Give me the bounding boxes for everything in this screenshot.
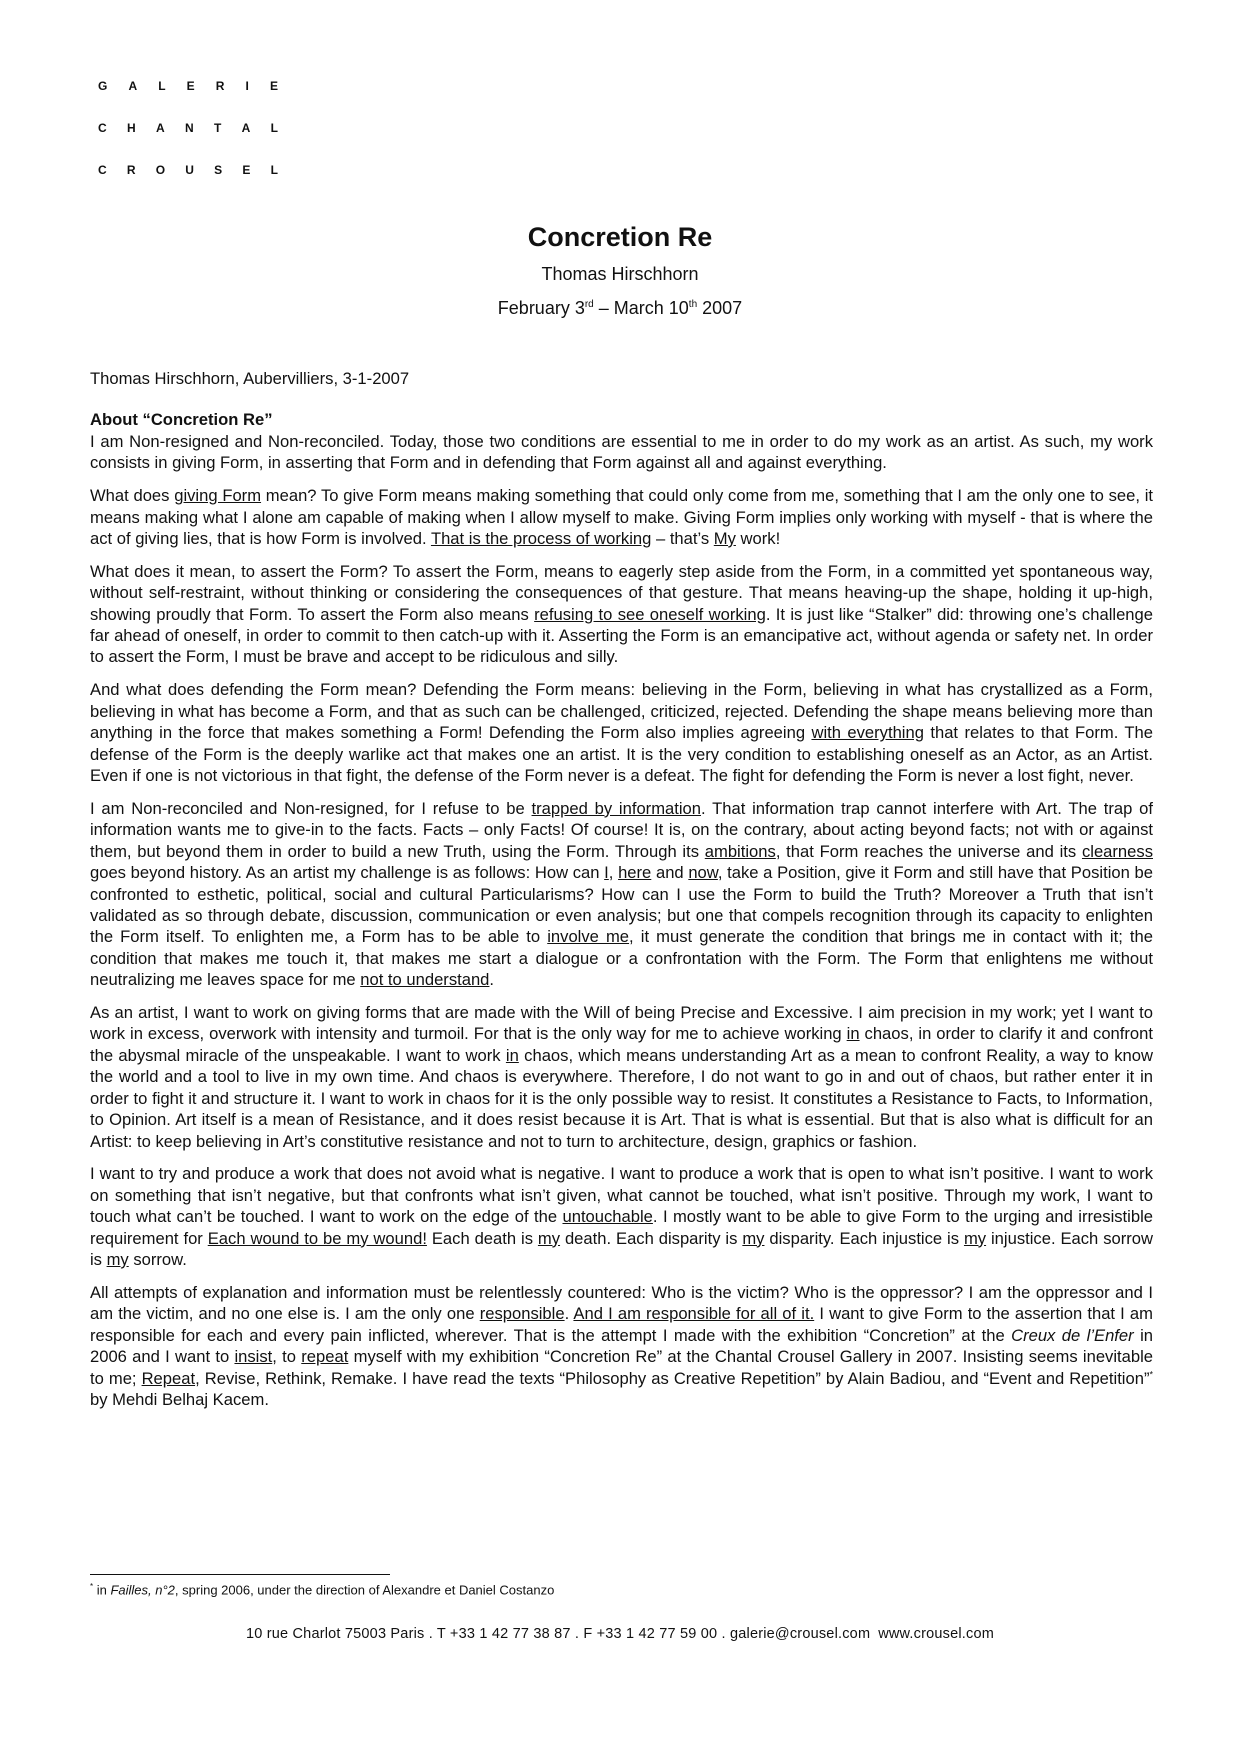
logo-letter: C [98,163,107,177]
text-run: myself with my exhibition “Concretion Re” at the Chantal Crousel Gallery in 2007. Insisting seems inevitable to me; [90,1347,1154,1388]
text-run: What does it mean, to assert the Form? To assert the Form, means to eagerly step aside from the Form, in a committed yet spontaneous way, without self-restraint, without thinking or considering the consequences of that gesture. That means heaving-up the shape, holding it up-high, showing proudly that Form. To assert the Form also means [90,561,1153,624]
dates-start: February 3 [497,298,585,318]
logo-letter: E [242,163,251,177]
underlined-text: trapped by information [531,798,702,818]
letter-place-date: Thomas Hirschhorn, Aubervilliers, 3-1-2007 [90,369,410,388]
logo-letter: A [241,121,251,135]
text-run: in 2006 and I want to [90,1325,1153,1367]
logo-letter: L [158,79,166,93]
footnote-divider [90,1574,390,1575]
text-run: . I mostly want to be able to give Form to the urging and irresistible requirement for [90,1207,1153,1248]
text-run: All attempts of explanation and information must be relentlessly countered: Who is the victim? Who is the oppressor? I am the oppressor and I am the victim, and no one else is. I am the only one [90,1282,1153,1324]
footnote [90,1582,554,1597]
underlined-text: insist [234,1347,273,1367]
text-run: I am Non-reconciled and Non-resigned, for I refuse to be [90,798,532,818]
logo-letter: E [269,79,278,93]
logo-line-galerie [98,80,278,92]
text-run: injustice. Each sorrow is [90,1228,1153,1270]
website-link[interactable]: www.crousel.com [878,1626,995,1642]
logo-letter: G [98,79,108,93]
paragraph-2 [90,485,1153,549]
underlined-text: now [688,863,718,883]
text-run: . [564,1304,574,1324]
logo-letter: R [126,163,136,177]
underlined-text: in [505,1045,519,1065]
address-contact-line: 10 rue Charlot 75003 Paris . T +33 1 42 77 38 87 . F +33 1 42 77 59 00 . galerie@crousel.com [245,1626,871,1642]
underlined-text: my [742,1228,765,1248]
paragraph-6 [90,1002,1153,1152]
text-run: , Revise, Rethink, Remake. I have read the texts “Philosophy as Creative Repetition” by Alain Badiou, and “Event and Repetition” [195,1368,1150,1388]
logo-letter: A [128,79,138,93]
text-run: , take a Position, give it Form and still have that Position be confronted to esthetic, political, social and cultural Particularisms? How can I use the Form to build the Truth? Moreover a Truth that isn’t validated as so through debate, discussion, communication or even analysis; but one that compels recognition through its capacity to enlighten the Form itself. To enlighten me, a Form has to be able to [90,863,1153,947]
text-run: What does [90,486,175,506]
underlined-text: refusing to see oneself working [534,604,766,624]
logo-letter: L [270,121,278,135]
logo-letter: L [270,163,278,177]
underlined-text: my [537,1228,561,1248]
text-run: . [489,970,495,990]
footnote-marker: * [1149,1369,1153,1380]
underlined-text: Each wound to be my wound! [207,1228,427,1248]
section-heading: About “Concretion Re” [90,410,273,430]
text-run: goes beyond history. As an artist my challenge is as follows: How can [90,863,605,883]
logo-letter: O [155,163,166,177]
footnote-text: , spring 2006, under the direction of Alexandre et Daniel Costanzo [174,1582,555,1598]
underlined-text: My [713,528,736,548]
underlined-text: ambitions [704,841,776,861]
underlined-text: untouchable [562,1207,653,1227]
text-run: chaos, which means understanding Art as a mean to confront Reality, a way to know the world and a tool to live in my own time. And chaos is everywhere. Therefore, I do not want to go in and out of chaos, but rather enter it in order to fight it and structure it. I want to work in chaos for it is the only possible way to resist. It constitutes a Resistance to Facts, to Information, to Opinion. Art itself is a mean of Resistance, and it does resist because it is Art. That is what is essential. But that is also what is difficult for an Artist: to keep believing in Art’s constitutive resistance and not to turn to architecture, design, graphics or fashion. [90,1045,1153,1151]
text-run: death. Each disparity is [560,1228,743,1248]
paragraph-1: I am Non-resigned and Non-reconciled. Today, those two conditions are essential to me in order to do my work as an artist. As such, my work consists in giving Form, in asserting that Form and in defending that Form against all and against everything. [90,431,1153,473]
text-run: mean? To give Form means making something that could only come from me, something that I am the only one to see, it means making what I alone am capable of making when I allow myself to make. Giving Form implies only working with myself - that is where the act of giving lies, that is how Form is involved. [90,486,1154,548]
text-run: As an artist, I want to work on giving forms that are made with the Will of being Precise and Excessive. I aim precision in my work; yet I want to work in excess, overwork with intensity and turmoil. For that is the only way for me to achieve working [90,1003,1153,1044]
artist-name: Thomas Hirschhorn [541,264,699,284]
italic-text: Creux de l’Enfer [1011,1325,1134,1345]
text-run: . That information trap cannot interfere with Art. The trap of information wants me to give-in to the facts. Facts – only Facts! Of course! It is, on the contrary, about acting beyond facts; not with or against them, but beyond them in order to build a new Truth, using the Form. Through its [90,798,1153,861]
underlined-text: Repeat [141,1368,196,1388]
logo-line-chantal [98,122,278,134]
logo-letter: R [215,79,225,93]
text-run: work! [735,528,781,548]
underlined-text: with everything [811,723,924,743]
underlined-text: my [106,1250,129,1270]
logo-letter: C [98,121,107,135]
underlined-text: repeat [301,1347,349,1367]
gallery-logo [98,80,278,206]
logo-letter: E [186,79,195,93]
underlined-text: not to understand [360,970,490,990]
text-run: I want to try and produce a work that does not avoid what is negative. I want to produce a work that is open to what isn’t positive. I want to work on something that isn’t negative, but that confronts what isn’t given, what cannot be touched, what isn’t positive. Through my work, I want to touch what can’t be touched. I want to work on the edge of the [90,1164,1153,1227]
text-run: that relates to that Form. The defense of the Form is the deeply warlike act that makes one an artist. It is the very condition to establishing oneself as an Actor, as an Artist. Even if one is not victorious in that fight, the defense of the Form never is a defeat. The fight for defending the Form is never a lost fight, never. [90,723,1154,785]
text-run: chaos, in order to clarify it and confront the abysmal miracle of the unspeakable. I want to work [90,1024,1153,1065]
paragraph-5 [90,798,1153,991]
dates-year: 2007 [697,298,743,318]
text-run: , that Form reaches the universe and its [775,841,1082,861]
paragraph-3 [90,561,1153,668]
exhibition-dates [420,298,820,319]
underlined-text: my [963,1228,987,1248]
text-run: – that’s [651,528,714,548]
footnote-mark: * [90,1582,94,1591]
paragraph-4 [90,679,1153,786]
logo-letter: S [214,163,223,177]
letter-body [90,368,1153,1422]
text-run: I want to give Form to the assertion that I am responsible for each and every pain inflicted, wherever. That is the attempt I made with the exhibition “Concretion” at the [90,1304,1153,1345]
dates-end-suffix: th [688,299,698,310]
text-run: Each death is [426,1228,538,1248]
underlined-text: I [604,863,609,883]
text-run: , it must generate the condition that brings me in contact with it; the condition that makes me touch it, that makes me start a dialogue or a confrontation with the Form. The Form that enlightens me without neutralizing me leaves space for me [90,927,1154,990]
footnote-text: in [93,1582,111,1598]
logo-letter: I [245,79,249,93]
text-run: sorrow. [128,1250,187,1270]
text-run: , [608,863,619,883]
underlined-text: giving Form [174,486,262,506]
underlined-text: involve me [547,927,630,947]
text-run: by Mehdi Belhaj Kacem. [90,1389,269,1409]
text-run: and [651,863,689,883]
text-run: disparity. Each injustice is [764,1228,964,1248]
logo-letter: N [184,121,194,135]
text-run: , to [272,1347,302,1367]
paragraph-8 [90,1282,1153,1410]
footnote-journal: Failles, n°2 [110,1582,175,1598]
text-run: And what does defending the Form mean? Defending the Form means: believing in the Form, believing in what has crystallized as a Form, believing in what has become a Form, and that as such can be challenged, criticized, rejected. Defending the shape means believing more than anything in the force that makes something a Form! Defending the Form also implies agreeing [90,680,1153,743]
underlined-text: And I am responsible for all of it. [573,1304,815,1324]
dates-start-suffix: rd [584,299,594,310]
underlined-text: That is the process of working [430,528,652,548]
paragraph-7 [90,1163,1153,1270]
underlined-text: here [618,863,652,883]
logo-letter: A [155,121,165,135]
logo-letter: T [213,121,222,135]
logo-letter: U [185,163,194,177]
underlined-text: in [846,1024,860,1044]
logo-line-crousel [98,164,278,176]
page-title: Concretion Re [527,222,713,252]
dates-end: – March 10 [593,298,689,318]
gallery-address-footer [0,1626,1240,1642]
underlined-text: clearness [1081,841,1153,861]
text-run: . It is just like “Stalker” did: throwing one’s challenge far ahead of oneself, in order to commit to then catch-up with it. Asserting the Form is an emancipative act, without agenda or safety net. In order to assert the Form, I must be brave and accept to be ridiculous and silly. [90,604,1153,667]
underlined-text: responsible [479,1304,565,1324]
logo-letter: H [126,121,136,135]
